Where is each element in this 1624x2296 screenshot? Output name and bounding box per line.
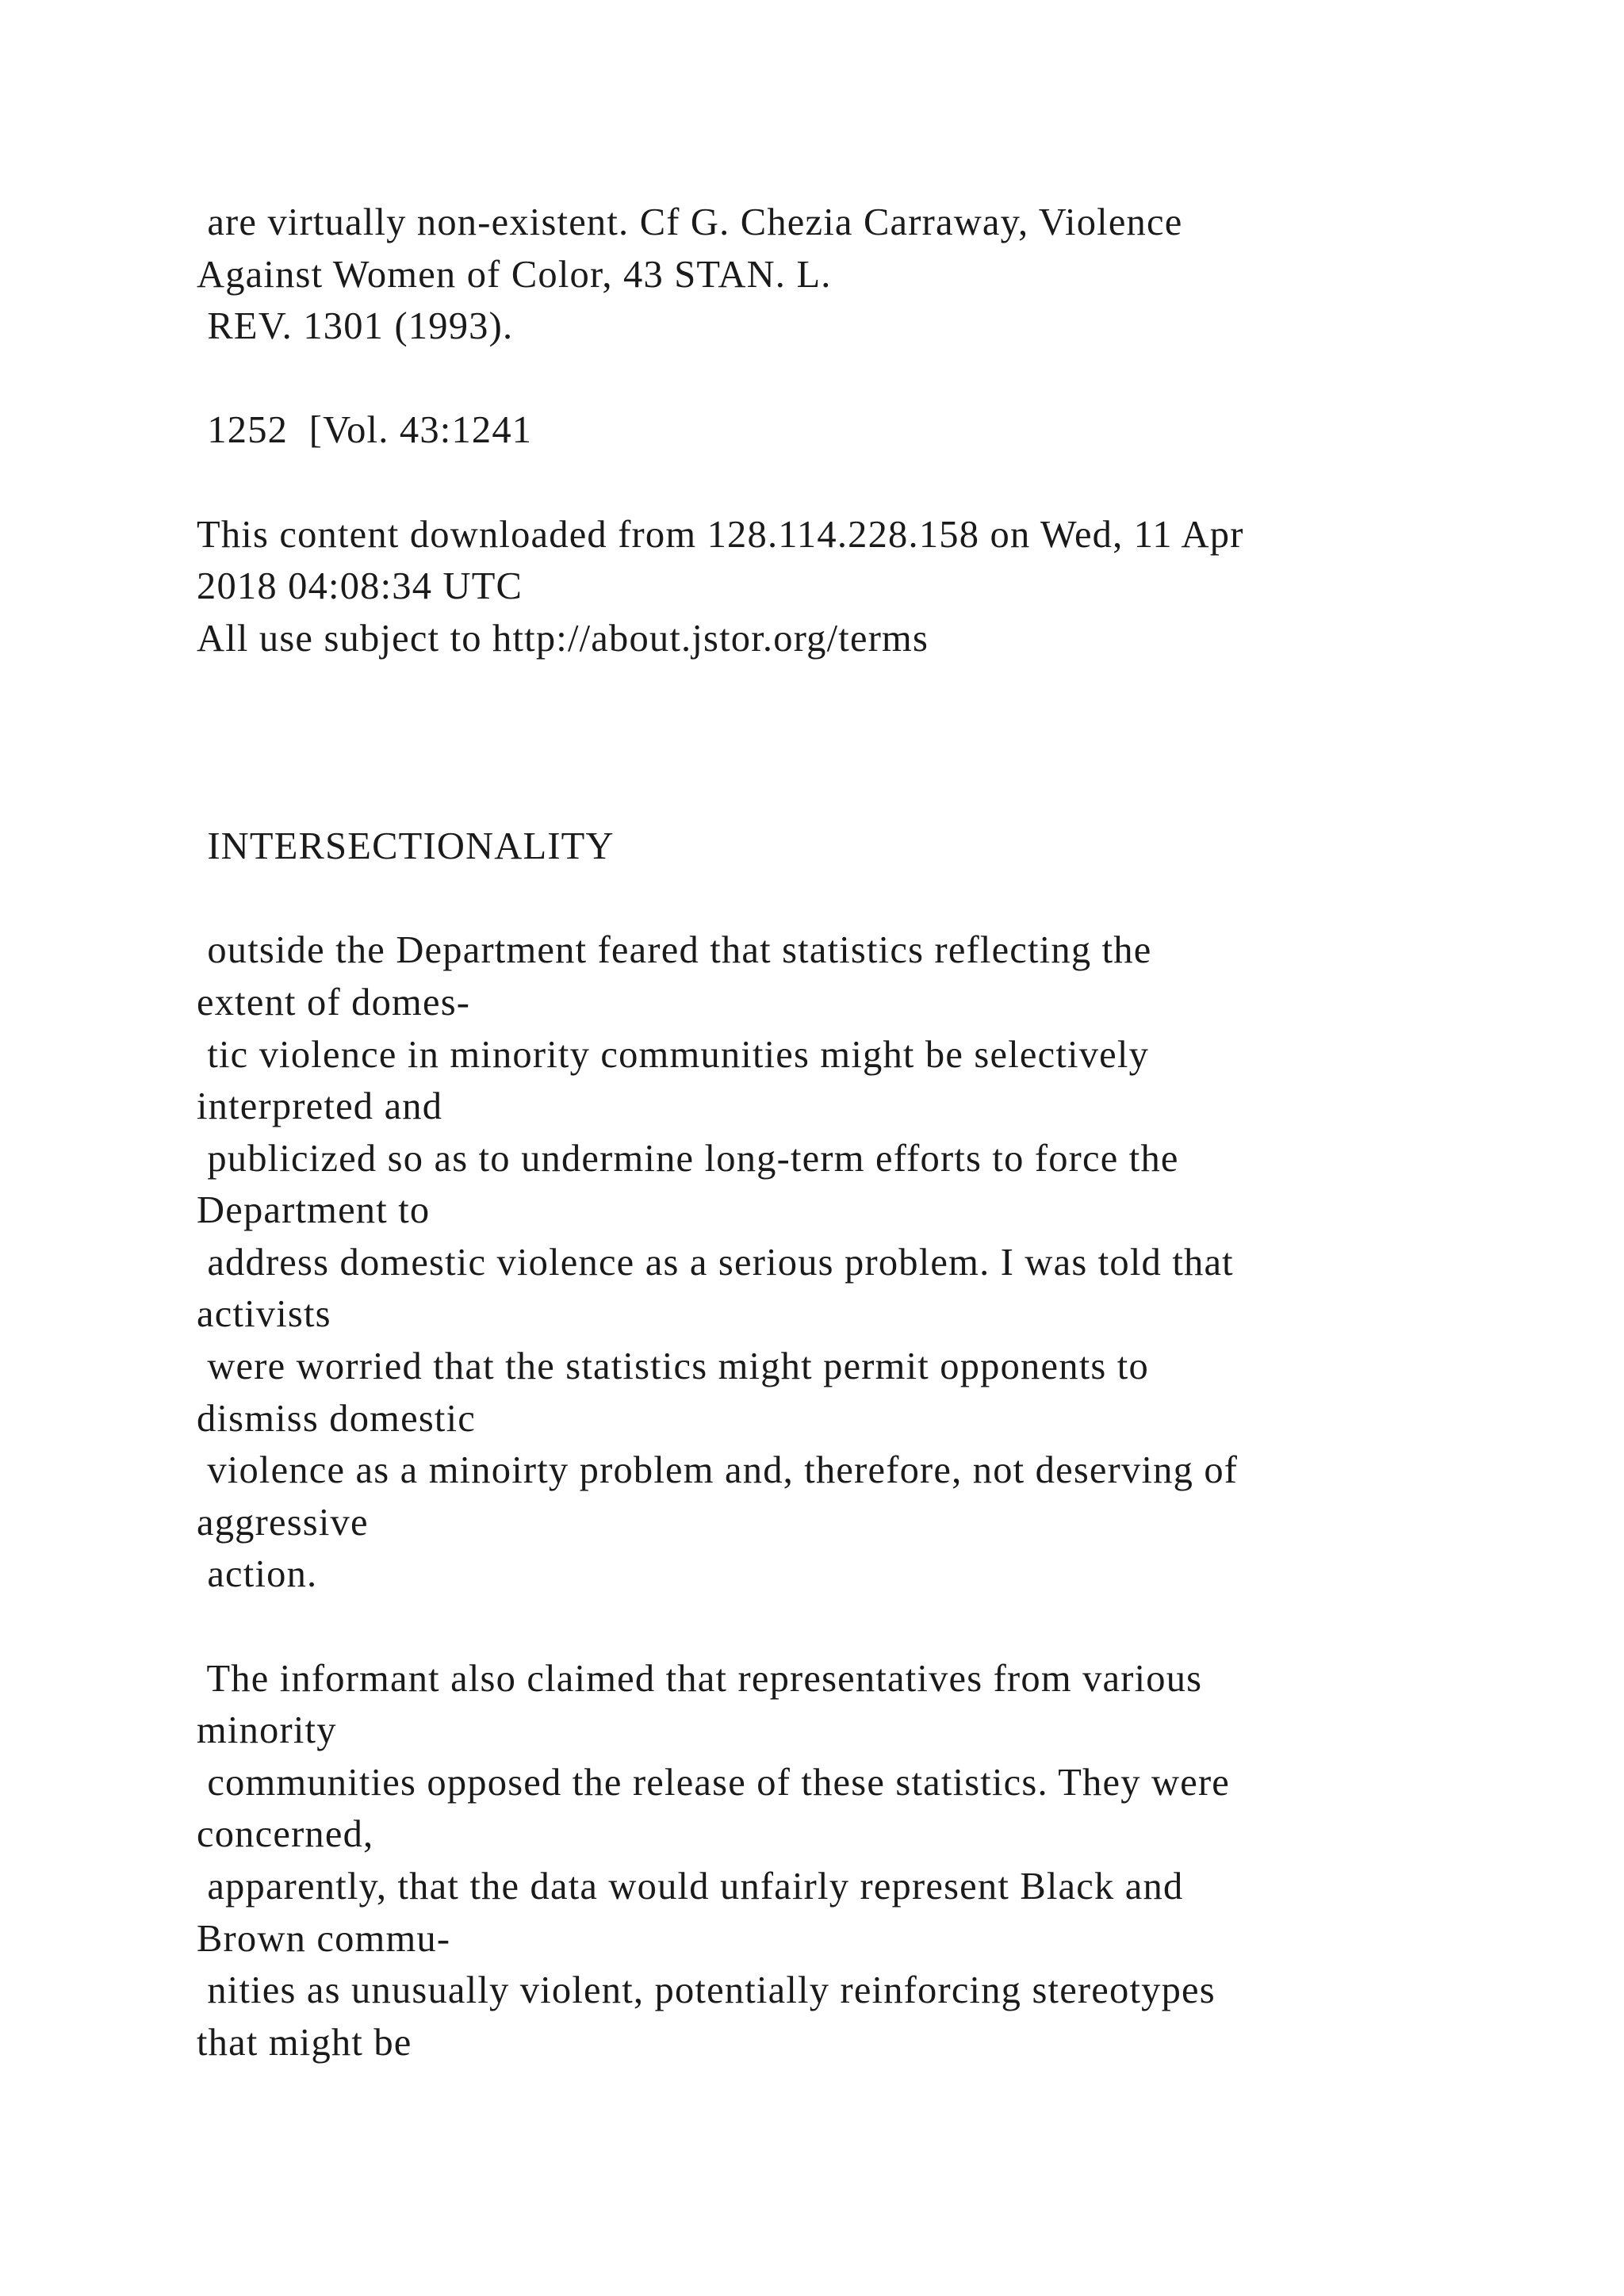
spacer <box>197 664 1545 821</box>
paragraph-line: dismiss domestic <box>197 1397 476 1440</box>
paragraph-line: interpreted and <box>197 1085 443 1128</box>
paragraph <box>197 924 1545 1601</box>
footnote-line: Against Women of Color, 43 STAN. L. <box>197 253 832 296</box>
spacer <box>197 353 1545 405</box>
download-notice-line: 2018 04:08:34 UTC <box>197 565 523 608</box>
paragraph-line: Department to <box>197 1189 431 1232</box>
download-notice-line: This content downloaded from 128.114.228.158 on Wed, 11 Apr <box>197 513 1244 556</box>
paragraph-line: extent of domes- <box>197 981 471 1024</box>
paragraph-line: nities as unusually violent, potentially reinforcing stereotypes <box>197 1969 1216 2012</box>
paragraph-line: address domestic violence as a serious problem. I was told that <box>197 1241 1234 1284</box>
spacer <box>197 873 1545 925</box>
running-title: INTERSECTIONALITY <box>197 825 615 868</box>
footnote-line: REV. 1301 (1993). <box>197 305 514 348</box>
paragraph-line: action. <box>197 1553 318 1596</box>
footnote <box>197 197 1545 353</box>
paragraph-line: violence as a minoirty problem and, therefore, not deserving of <box>197 1449 1239 1492</box>
paragraph-line: apparently, that the data would unfairly represent Black and <box>197 1866 1184 1908</box>
document-page <box>197 197 1545 2068</box>
spacer <box>197 1601 1545 1653</box>
download-notice <box>197 509 1545 665</box>
paragraph-line: Brown commu- <box>197 1917 451 1960</box>
paragraph-line: tic violence in minority communities might be selectively <box>197 1033 1150 1076</box>
page-header: 1252 [Vol. 43:1241 <box>197 409 533 452</box>
paragraph-line: outside the Department feared that statistics reflecting the <box>197 929 1152 972</box>
paragraph-line: aggressive <box>197 1501 369 1544</box>
paragraph <box>197 1653 1545 2069</box>
paragraph-line: activists <box>197 1293 331 1336</box>
paragraph-line: minority <box>197 1709 337 1752</box>
paragraph-line: concerned, <box>197 1813 374 1856</box>
paragraph-line: communities opposed the release of these statistics. They were <box>197 1761 1231 1804</box>
paragraph-line: The informant also claimed that representatives from various <box>197 1657 1203 1700</box>
footnote-line: are virtually non-existent. Cf G. Chezia Carraway, Violence <box>197 201 1183 243</box>
paragraph-line: that might be <box>197 2021 412 2064</box>
paragraph-line: were worried that the statistics might permit opponents to <box>197 1345 1149 1388</box>
download-notice-line: All use subject to http://about.jstor.org/terms <box>197 617 929 660</box>
paragraph-line: publicized so as to undermine long-term efforts to force the <box>197 1137 1179 1180</box>
spacer <box>197 457 1545 509</box>
